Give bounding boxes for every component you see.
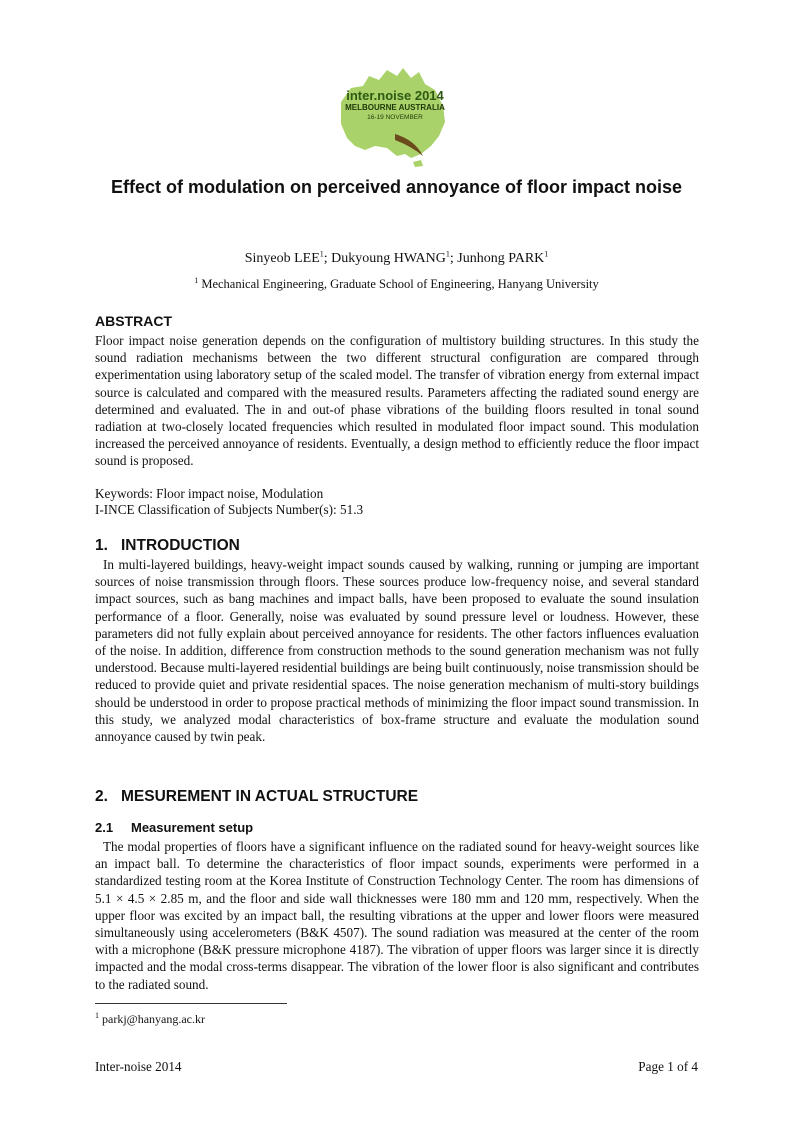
paper-title: Effect of modulation on perceived annoyance of floor impact noise: [110, 177, 683, 197]
classification: I-INCE Classification of Subjects Number(s): 51.3: [95, 502, 364, 517]
author-name: Sinyeob LEE: [244, 251, 320, 266]
section-number: 2.: [95, 788, 108, 805]
australia-map-shape: [341, 68, 445, 158]
section-2-1-text: The modal properties of floors have a significant influence on the radiated sound for heavy-weight sources like an impact ball. To determine the characteristics of floor impact sounds, experiments were performed in a standardized testing room at the Korea Institute of Construction Technology Center. The room has dimensions of 5.1 × 4.5 × 2.85 m, and the floor and side wall thicknesses were 180 mm and 120 mm, respectively. When the upper floor was excited by an impact ball, the resulting vibrations at the upper and lower floors were measured simultaneously using accelerometers (B&K 4507). The sound radiation was measured at the center of the room with a microphone (B&K pressure microphone 4187). The vibration of upper floors was larger since it is directly impacted and the modal cross-terms disappear. The vibration of the lower floor is also significant and contributes to the radiated sound.: [95, 839, 699, 992]
author-separator: ;: [323, 251, 332, 266]
section-title: MESUREMENT IN ACTUAL STRUCTURE: [121, 788, 419, 805]
section-title: INTRODUCTION: [121, 537, 240, 554]
logo-line2: MELBOURNE AUSTRALIA: [345, 103, 445, 112]
abstract-heading: ABSTRACT: [95, 313, 172, 329]
section-1-heading: [95, 537, 240, 555]
footnote-divider: [95, 1003, 287, 1004]
section-2-1-heading: [95, 820, 253, 835]
section-number: 1.: [95, 537, 108, 554]
author-separator: ;: [449, 251, 458, 266]
footnote: [95, 1012, 205, 1027]
abstract-text: Floor impact noise generation depends on the configuration of multistory building structures. In this study the sound radiation mechanisms between the two different structural configuration are compared through experimentation using laboratory setup of the scaled model. The transfer of vibration energy from external impact source is calculated and compared with the measured results. Parameters affecting the radiated sound energy are determined and evaluated. The in and out-of phase vibrations of the building floors resulted in tonal sound radiation at two-closely located frequencies which resulted in modulated floor impact sound. This modulation increased the perceived annoyance of residents. Eventually, a design method to efficiently reduce the floor impact sound is proposed.: [95, 333, 699, 469]
author-affil-mark: 1: [445, 249, 450, 259]
section-number: 2.1: [95, 820, 114, 835]
logo-line3: 16-19 NOVEMBER: [367, 114, 423, 121]
conference-logo: [327, 62, 463, 168]
author-affil-mark: 1: [319, 249, 324, 259]
logo-line1: inter.noise 2014: [346, 88, 444, 103]
author-affil-mark: 1: [544, 249, 549, 259]
footnote-mark: 1: [95, 1011, 99, 1020]
section-title: Measurement setup: [131, 820, 254, 835]
keywords: Keywords: Floor impact noise, Modulation: [95, 486, 324, 501]
footer-page-number: Page 1 of 4: [638, 1059, 698, 1074]
section-1-text: In multi-layered buildings, heavy-weight impact sounds caused by walking, running or jumping are important sources of noise transmission through floors. These sources produce low-frequency noise, and several standard impact sources, such as bang machines and impact balls, have been proposed to evaluate the sound insulation performance of a floor. Generally, noise was evaluated by sound pressure level or loudness. However, these parameters did not fully explain about perceived annoyance for residents. The other factors influences evaluation of the noise. In addition, difference from construction methods to the sound generation mechanism was not fully understood. Because multi-layered residential buildings are being built continuously, noise transmission should be reduced to provide quiet and private residential spaces. The noise generation mechanism of multi-story buildings should be understood in order to propose practical methods of minimizing the floor impact sound transmission. In this study, we analyzed modal characteristics of box-frame structure and evaluate the modulation sound annoyance caused by twin peak.: [95, 557, 699, 745]
tasmania-shape: [413, 160, 423, 167]
section-2-heading: [95, 788, 418, 806]
affiliation-mark: 1: [194, 275, 199, 285]
footer-conference: Inter-noise 2014: [95, 1059, 182, 1074]
author-name: Junhong PARK: [457, 251, 545, 266]
author-name: Dukyoung HWANG: [331, 251, 446, 266]
author-list: [0, 251, 793, 267]
affiliation-text: Mechanical Engineering, Graduate School of Engineering, Hanyang University: [201, 277, 599, 291]
affiliation: [0, 277, 793, 292]
footnote-email: parkj@hanyang.ac.kr: [102, 1012, 206, 1026]
